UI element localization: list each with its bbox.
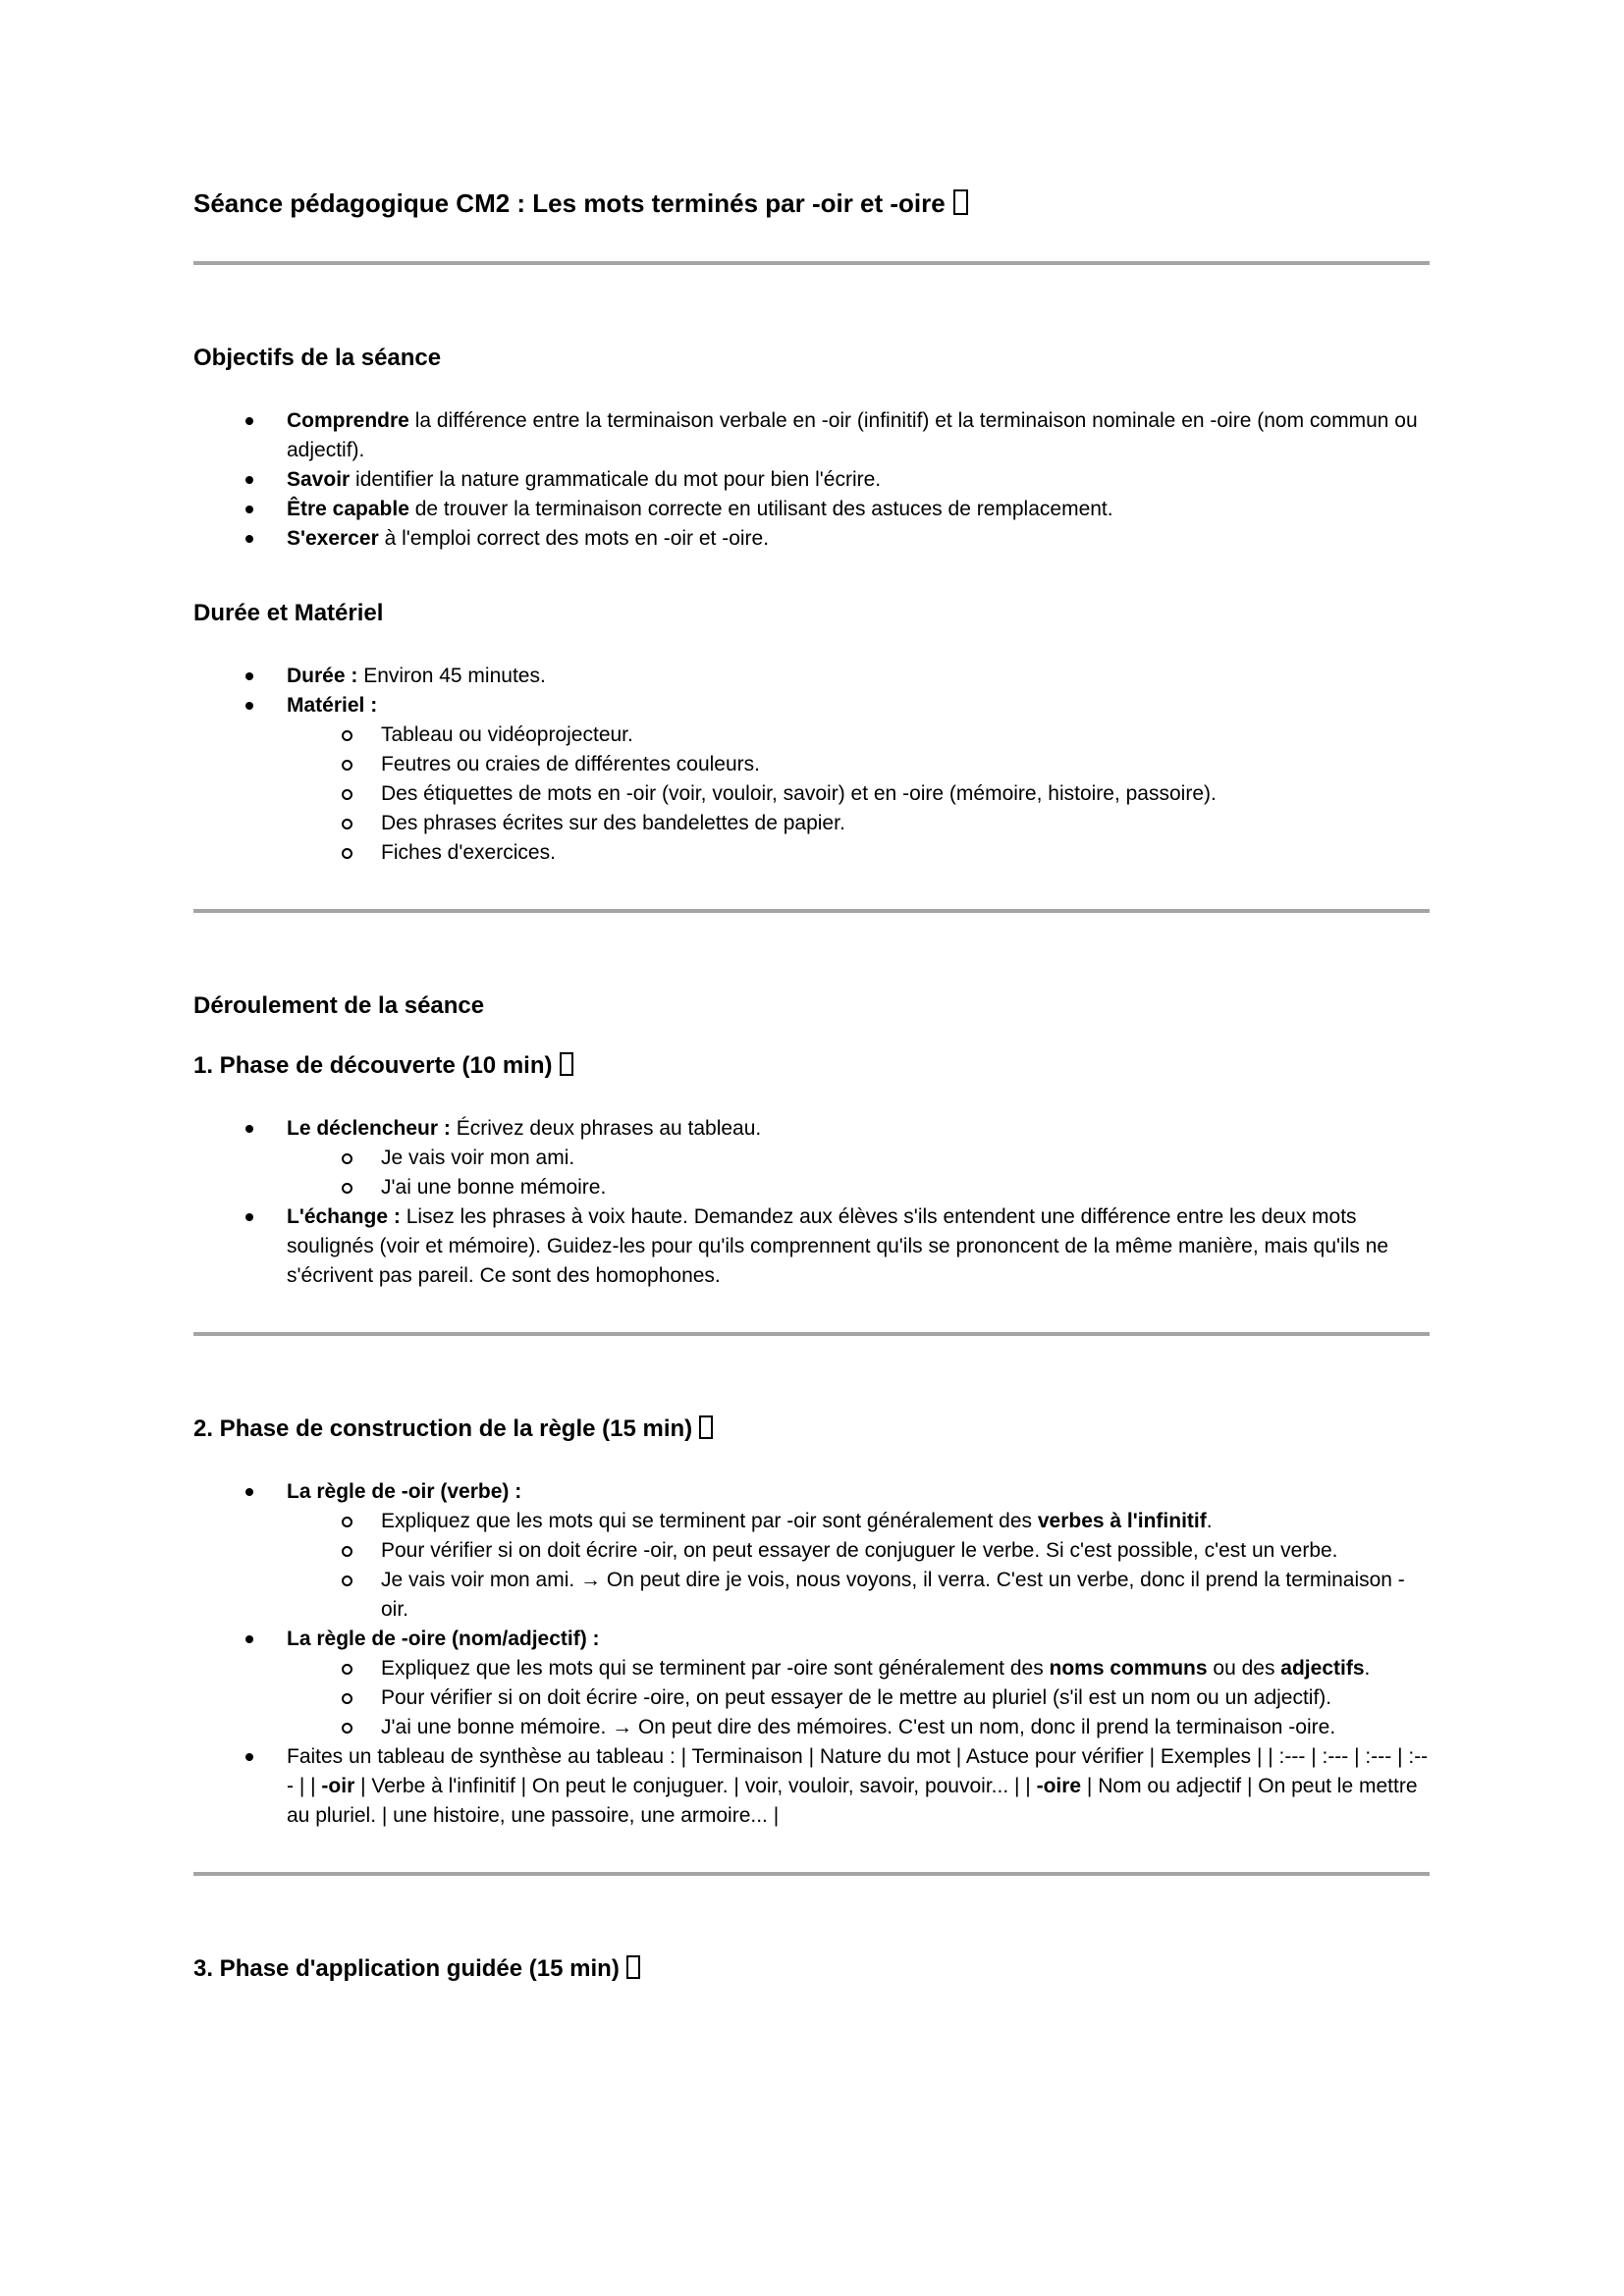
list-item-text: Le déclencheur : Écrivez deux phrases au tableau. (287, 1117, 762, 1140)
list-item-text: La règle de -oir (verbe) : (287, 1480, 522, 1503)
list-item-text: Pour vérifier si on doit écrire -oir, on peut essayer de conjuguer le verbe. Si c'est possible, c'est un verbe. (381, 1539, 1338, 1562)
list-item (193, 1114, 1430, 1202)
list-item (193, 779, 1430, 809)
sub-list (193, 1654, 1430, 1742)
list-item-text: La règle de -oire (nom/adjectif) : (287, 1628, 600, 1650)
heading-objectifs: Objectifs de la séance (193, 345, 442, 371)
phase2-list (193, 1477, 1430, 1831)
list-item-text: Expliquez que les mots qui se terminent par -oir sont généralement des verbes à l'infinitif. (381, 1510, 1213, 1532)
list-item (193, 1477, 1430, 1625)
list-item-text: Matériel : (287, 694, 378, 717)
missing-emoji-glyph-icon (953, 189, 968, 215)
list-item-text: J'ai une bonne mémoire. (381, 1176, 607, 1199)
page-title (193, 187, 1430, 220)
objectifs-list (193, 406, 1430, 554)
sub-list (193, 1507, 1430, 1625)
list-item (193, 721, 1430, 750)
list-item (193, 1507, 1430, 1536)
list-item-text: Durée : Environ 45 minutes. (287, 665, 546, 687)
list-item (193, 1536, 1430, 1566)
list-item (193, 524, 1430, 554)
list-item (193, 691, 1430, 868)
missing-emoji-glyph-icon (699, 1415, 713, 1439)
list-item-text: L'échange : Lisez les phrases à voix haute. Demandez aux élèves s'ils entendent une différence entre les deux mots soulignés (voir et mémoire). Guidez-les pour qu'ils comprennent qu'ils se prononcent de la même manière, mais qu'ils ne s'écrivent pas pareil. Ce sont des homophones. (287, 1205, 1389, 1287)
list-item (193, 1625, 1430, 1742)
list-item (193, 1742, 1430, 1831)
list-item (193, 1173, 1430, 1202)
list-item-text: Comprendre la différence entre la terminaison verbale en -oir (infinitif) et la terminaison nominale en -oire (nom commun ou adjectif). (287, 409, 1418, 461)
sub-list (193, 1144, 1430, 1202)
missing-emoji-glyph-icon (626, 1955, 640, 1979)
list-item-text: Fiches d'exercices. (381, 841, 556, 864)
list-item (193, 495, 1430, 524)
list-item-text: S'exercer à l'emploi correct des mots en -oir et -oire. (287, 527, 770, 550)
heading-phase-2 (193, 1415, 1430, 1444)
list-item-text: Des étiquettes de mots en -oir (voir, vouloir, savoir) et en -oire (mémoire, histoire, passoire). (381, 782, 1217, 805)
list-item (193, 465, 1430, 495)
heading-duree-materiel: Durée et Matériel (193, 600, 384, 626)
heading-text: 3. Phase d'application guidée (15 min) (193, 1955, 620, 1982)
heading-text: 2. Phase de construction de la règle (15 min) (193, 1415, 693, 1442)
list-item-text: J'ai une bonne mémoire. → On peut dire des mémoires. C'est un nom, donc il prend la terminaison -oire. (381, 1716, 1336, 1738)
heading-phase-3 (193, 1954, 1430, 1984)
list-item (193, 1202, 1430, 1291)
list-item-text: Je vais voir mon ami. → On peut dire je vois, nous voyons, il verra. C'est un verbe, donc il prend la terminaison -oir. (381, 1569, 1405, 1621)
missing-emoji-glyph-icon (560, 1052, 573, 1076)
list-item-text: Savoir identifier la nature grammaticale du mot pour bien l'écrire. (287, 468, 882, 491)
section-divider (193, 909, 1430, 913)
page-title-text: Séance pédagogique CM2 : Les mots terminés par -oir et -oire (193, 188, 946, 218)
heading-phase-1 (193, 1051, 1430, 1081)
list-item-text: Tableau ou vidéoprojecteur. (381, 723, 633, 746)
sub-list (193, 721, 1430, 868)
list-item-text: Feutres ou craies de différentes couleurs. (381, 753, 760, 775)
heading-deroulement: Déroulement de la séance (193, 992, 485, 1019)
phase1-list (193, 1114, 1430, 1291)
list-item (193, 406, 1430, 465)
list-item-text: Être capable de trouver la terminaison correcte en utilisant des astuces de remplacement. (287, 498, 1113, 520)
list-item (193, 662, 1430, 691)
list-item (193, 1144, 1430, 1173)
list-item-text: Expliquez que les mots qui se terminent par -oire sont généralement des noms communs ou des adjectifs. (381, 1657, 1371, 1680)
list-item (193, 809, 1430, 838)
list-item (193, 1683, 1430, 1713)
section-divider (193, 1332, 1430, 1336)
section-divider (193, 1872, 1430, 1876)
list-item (193, 1566, 1430, 1625)
duree-materiel-list (193, 662, 1430, 868)
list-item-text: Je vais voir mon ami. (381, 1147, 575, 1169)
list-item (193, 838, 1430, 868)
list-item-text: Pour vérifier si on doit écrire -oire, on peut essayer de le mettre au pluriel (s'il est un nom ou un adjectif). (381, 1686, 1332, 1709)
list-item-text: Faites un tableau de synthèse au tableau : | Terminaison | Nature du mot | Astuce pour vérifier | Exemples | | :--- | :--- | :--- | :--- | | -oir | Verbe à l'infinitif | On peut le conjuguer. | voir, vouloir, savoir, pouvoir... | | -oire | Nom ou adjectif | On peut le mettre au pluriel. | une histoire, une passoire, une armoire... | (287, 1745, 1429, 1827)
list-item-text: Des phrases écrites sur des bandelettes de papier. (381, 812, 845, 834)
list-item (193, 1713, 1430, 1742)
heading-text: 1. Phase de découverte (10 min) (193, 1052, 553, 1079)
list-item (193, 750, 1430, 779)
list-item (193, 1654, 1430, 1683)
section-divider (193, 261, 1430, 265)
